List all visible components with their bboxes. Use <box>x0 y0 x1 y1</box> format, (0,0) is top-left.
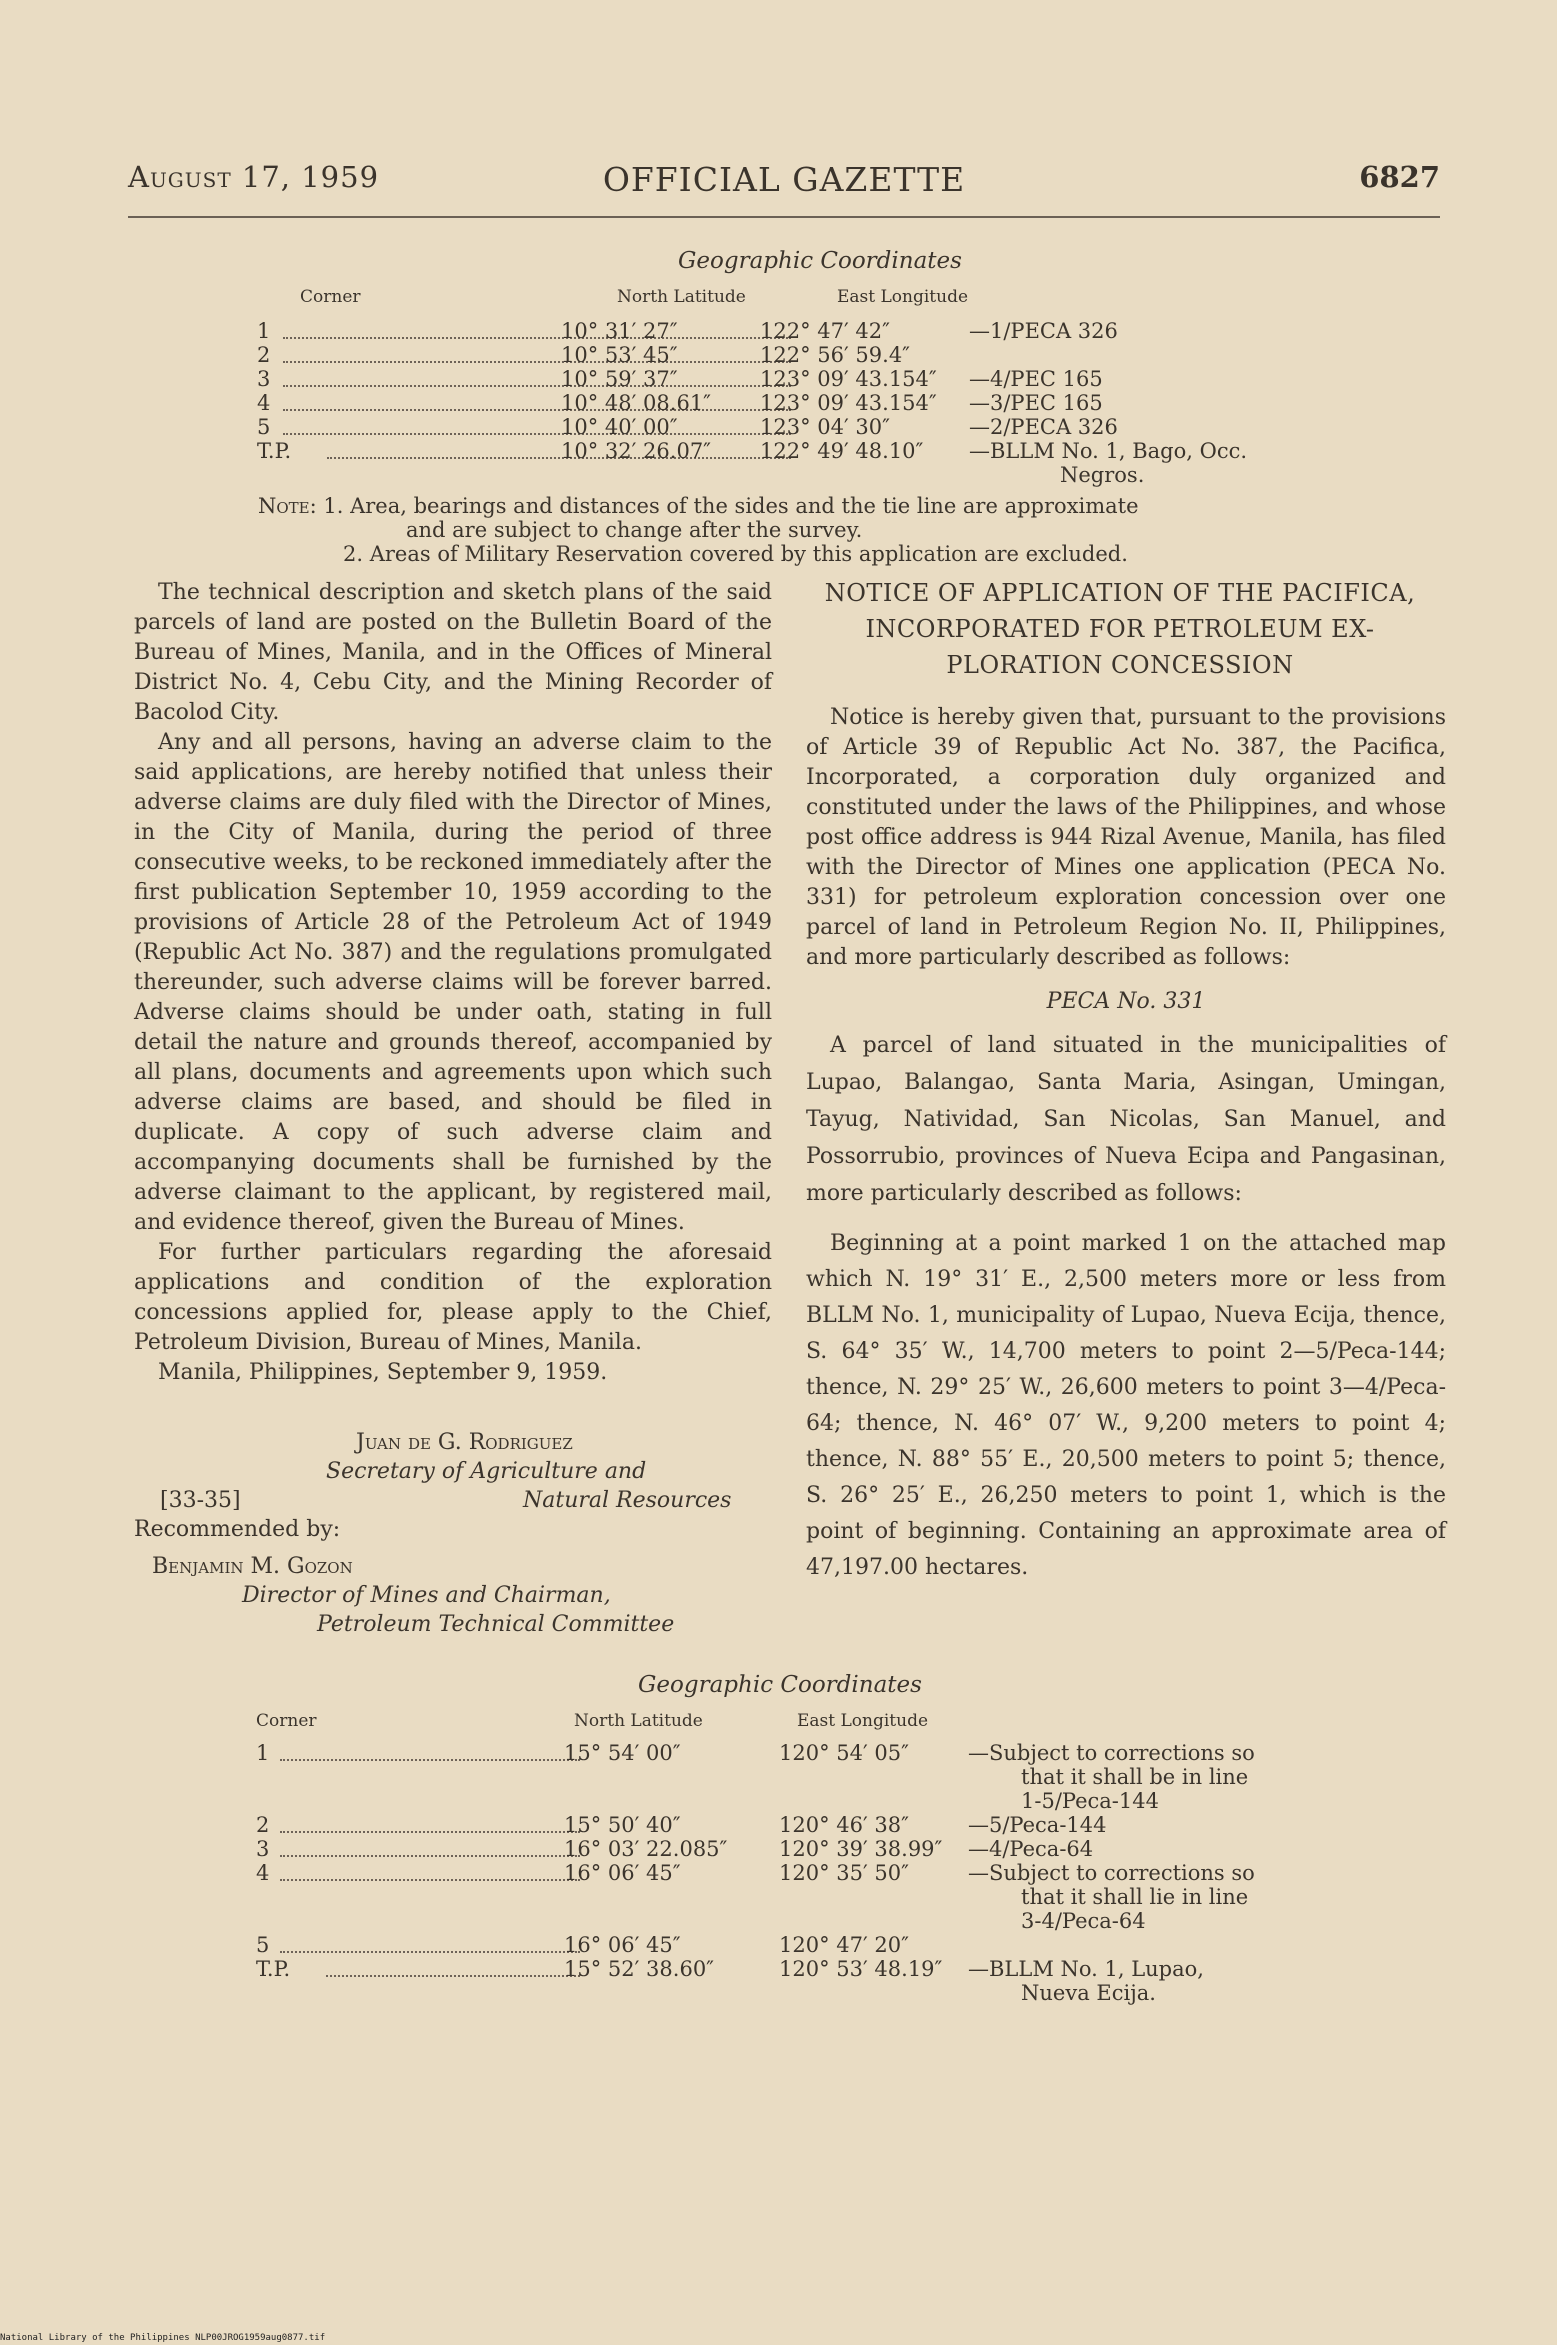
paragraph-posting: The technical description and sketch plans of the said parcels of land are posted on the Bulletin Board of the Bureau of Mines, Manila, and in the Offices of Mineral District No. 4, Cebu City, and the Mining Recorder of Bacolod City. <box>134 580 772 725</box>
corner-cell: 4 <box>257 391 271 415</box>
table-row <box>257 367 1357 391</box>
table1-caption: Geographic Coordinates <box>678 248 962 274</box>
corner-cell: T.P. <box>257 439 292 463</box>
note <box>258 494 1358 566</box>
signer-1-title-2: Natural Resources <box>523 1488 732 1513</box>
lat-cell: 16° 06′ 45″ <box>564 1933 681 1957</box>
paragraph-notice: Notice is hereby given that, pursuant to the provisions of Article 39 of Republic Act No. 387, the Pacifica, Incorporated, a corporation duly organized and constituted under the laws of the Philippines, and whose post office address is 944 Rizal Avenue, Manila, has filed with the Director of Mines one application (PECA No. 331) for petroleum exploration concession over one parcel of land in Petroleum Region No. II, Philippines, and more particularly described as follows: <box>806 705 1446 970</box>
table-row <box>257 391 1357 415</box>
notice-title <box>800 575 1440 683</box>
leader-dots <box>280 1837 580 1857</box>
corner-cell: 2 <box>257 343 271 367</box>
note-item-1-cont: and are subject to change after the survey. <box>406 518 863 542</box>
long-cell: 123° 04′ 30″ <box>760 415 890 439</box>
paragraph-parcel: A parcel of land situated in the municipalities of Lupao, Balangao, Santa Maria, Asingan, Umingan, Tayug, Natividad, San Nicolas, San Manuel, and Possorrubio, provinces of Nueva Ecipa and Pangasinan, more particularly described as follows: <box>806 1033 1446 1206</box>
note-label: Note: <box>258 494 317 518</box>
signer-2-name: Benjamin M. Gozon <box>152 1554 353 1579</box>
signer-2-title-2: Petroleum Technical Committee <box>317 1612 675 1637</box>
ref-cell-cont: that it shall lie in line <box>1021 1885 1249 1909</box>
lat-cell: 10° 32′ 26.07″ <box>561 439 712 463</box>
long-cell: 122° 56′ 59.4″ <box>760 343 911 367</box>
corner-cell: 1 <box>256 1741 270 1765</box>
notice-title-line-1: NOTICE OF APPLICATION OF THE PACIFICA, <box>824 579 1416 607</box>
signer-1-name: Juan de G. Rodriguez <box>356 1430 573 1455</box>
long-cell: 120° 46′ 38″ <box>779 1813 909 1837</box>
lat-cell: 10° 48′ 08.61″ <box>561 391 712 415</box>
notice-title-line-2: INCORPORATED FOR PETROLEUM EX- <box>865 615 1375 643</box>
left-column <box>134 578 772 1388</box>
table-row <box>256 1957 1356 2005</box>
lat-cell: 15° 50′ 40″ <box>564 1813 681 1837</box>
ref-cell: —2/PECA 326 <box>969 415 1118 439</box>
ref-cell: —4/Peca-64 <box>968 1837 1094 1861</box>
lat-cell: 10° 40′ 00″ <box>561 415 678 439</box>
paragraph-particulars: For further particulars regarding the aforesaid applications and condition of the exploration concessions applied for, please apply to the Chief, Petroleum Division, Bureau of Mines, Manila. <box>134 1240 772 1355</box>
table2-col-lat: North Latitude <box>574 1711 703 1731</box>
corner-cell: 5 <box>257 415 271 439</box>
table-row <box>257 319 1357 343</box>
ref-cell-cont: that it shall be in line <box>1021 1765 1249 1789</box>
ref-cell: —5/Peca-144 <box>968 1813 1107 1837</box>
corner-cell: 1 <box>257 319 271 343</box>
table-row <box>257 439 1357 487</box>
leader-dots <box>326 1957 580 1977</box>
long-cell: 120° 47′ 20″ <box>779 1933 909 1957</box>
header-rule <box>128 216 1440 218</box>
page-number: 6827 <box>1359 160 1440 194</box>
ref-cell-cont: 3-4/Peca-64 <box>1021 1909 1146 1933</box>
leader-dots <box>283 343 791 363</box>
lat-cell: 16° 03′ 22.085″ <box>564 1837 728 1861</box>
lat-cell: 16° 06′ 45″ <box>564 1861 681 1885</box>
table-row <box>256 1861 1356 1933</box>
table1-col-long: East Longitude <box>837 287 969 307</box>
corner-cell: 3 <box>256 1837 270 1861</box>
table-row <box>256 1813 1356 1837</box>
leader-dots <box>283 367 791 387</box>
long-cell: 122° 49′ 48.10″ <box>760 439 924 463</box>
table-row <box>256 1933 1356 1957</box>
paragraph-dateline: Manila, Philippines, September 9, 1959. <box>158 1360 608 1385</box>
long-cell: 120° 54′ 05″ <box>779 1741 909 1765</box>
page-header <box>128 160 1440 204</box>
leader-dots <box>280 1741 580 1761</box>
ref-cell: —Subject to corrections so <box>968 1741 1255 1765</box>
lat-cell: 15° 54′ 00″ <box>564 1741 681 1765</box>
corner-cell: 4 <box>256 1861 270 1885</box>
right-column <box>806 703 1446 1600</box>
table2-col-corner: Corner <box>256 1711 317 1731</box>
reference-number: [33-35] <box>160 1488 241 1513</box>
paragraph-boundary: Beginning at a point marked 1 on the attached map which N. 19° 31′ E., 2,500 meters more or less from BLLM No. 1, municipality of Lupao, Nueva Ecija, thence, S. 64° 35′ W., 14,700 meters to point 2—5/Peca-144; thence, N. 29° 25′ W., 26,600 meters to point 3—4/Peca-64; thence, N. 46° 07′ W., 9,200 meters to point 4; thence, N. 88° 55′ E., 20,500 meters to point 5; thence, S. 26° 25′ E., 26,250 meters to point 1, which is the point of beginning. Containing an approximate area of 47,197.00 hectares. <box>806 1231 1446 1580</box>
table1-col-lat: North Latitude <box>617 287 746 307</box>
table-row <box>256 1837 1356 1861</box>
ref-cell: —3/PEC 165 <box>969 391 1103 415</box>
ref-cell: —BLLM No. 1, Bago, Occ. <box>969 439 1248 463</box>
header-date: August 17, 1959 <box>128 160 380 194</box>
long-cell: 120° 35′ 50″ <box>779 1861 909 1885</box>
table-row <box>257 343 1357 367</box>
long-cell: 123° 09′ 43.154″ <box>760 391 937 415</box>
lat-cell: 10° 31′ 27″ <box>561 319 678 343</box>
long-cell: 123° 09′ 43.154″ <box>760 367 937 391</box>
corner-cell: T.P. <box>256 1957 291 1981</box>
table1-col-corner: Corner <box>300 287 361 307</box>
table-row <box>257 415 1357 439</box>
table2-caption: Geographic Coordinates <box>638 1672 922 1698</box>
ref-cell-cont: Negros. <box>1060 463 1145 487</box>
table2-col-long: East Longitude <box>797 1711 929 1731</box>
leader-dots <box>327 439 791 459</box>
corner-cell: 5 <box>256 1933 270 1957</box>
recommended-by: Recommended by: <box>134 1517 341 1542</box>
ref-cell: —1/PECA 326 <box>969 319 1118 343</box>
signer-2-title-1: Director of Mines and Chairman, <box>242 1583 611 1608</box>
peca-subheading: PECA No. 331 <box>1046 989 1206 1014</box>
header-title: OFFICIAL GAZETTE <box>602 160 966 199</box>
long-cell: 122° 47′ 42″ <box>760 319 890 343</box>
lat-cell: 10° 59′ 37″ <box>561 367 678 391</box>
corner-cell: 3 <box>257 367 271 391</box>
leader-dots <box>283 319 791 339</box>
ref-cell-cont: Nueva Ecija. <box>1021 1981 1156 2005</box>
leader-dots <box>280 1861 580 1881</box>
note-item-1: 1. Area, bearings and distances of the sides and the tie line are approximate <box>323 494 1139 518</box>
ref-cell-cont: 1-5/Peca-144 <box>1021 1789 1159 1813</box>
scan-footer: National Library of the Philippines NLP00JROG1959aug0877.tif <box>0 2333 326 2343</box>
ref-cell: —4/PEC 165 <box>969 367 1103 391</box>
long-cell: 120° 53′ 48.19″ <box>779 1957 943 1981</box>
corner-cell: 2 <box>256 1813 270 1837</box>
ref-cell: —Subject to corrections so <box>968 1861 1255 1885</box>
lat-cell: 15° 52′ 38.60″ <box>564 1957 715 1981</box>
ref-cell: —BLLM No. 1, Lupao, <box>968 1957 1204 1981</box>
notice-title-line-3: PLORATION CONCESSION <box>946 651 1294 679</box>
long-cell: 120° 39′ 38.99″ <box>779 1837 943 1861</box>
paragraph-adverse-claims: Any and all persons, having an adverse claim to the said applications, are hereby notified that unless their adverse claims are duly filed with the Director of Mines, in the City of Manila, during the period of three consecutive weeks, to be reckoned immediately after the first publication September 10, 1959 according to the provisions of Article 28 of the Petroleum Act of 1949 (Republic Act No. 387) and the regulations promulgated thereunder, such adverse claims will be forever barred. Adverse claims should be under oath, stating in full detail the nature and grounds thereof, accompanied by all plans, documents and agreements upon which such adverse claims are based, and should be filed in duplicate. A copy of such adverse claim and accompanying documents shall be furnished by the adverse claimant to the applicant, by registered mail, and evidence thereof, given the Bureau of Mines. <box>134 730 772 1235</box>
leader-dots <box>283 391 791 411</box>
signature-block-1 <box>134 1428 774 1639</box>
leader-dots <box>283 415 791 435</box>
lat-cell: 10° 53′ 45″ <box>561 343 678 367</box>
table-row <box>256 1741 1356 1813</box>
leader-dots <box>280 1933 580 1953</box>
note-item-2: 2. Areas of Military Reservation covered by this application are excluded. <box>343 542 1128 566</box>
leader-dots <box>280 1813 580 1833</box>
signer-1-title-1: Secretary of Agriculture and <box>326 1459 647 1484</box>
